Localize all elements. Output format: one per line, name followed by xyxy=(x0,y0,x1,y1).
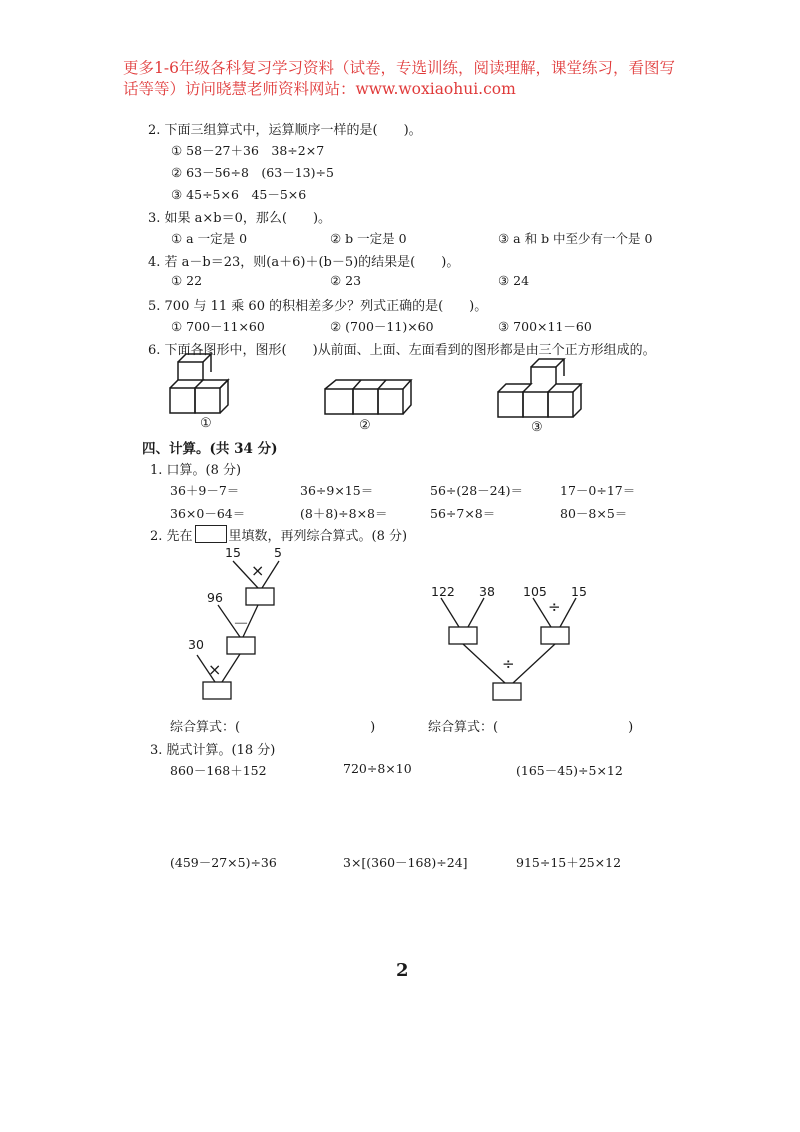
step-calc-5: 3×[(360－168)÷24] xyxy=(343,855,468,870)
q4-option-1: ① 22 xyxy=(171,273,203,288)
part2-title xyxy=(150,525,407,544)
part2-title-after: 里填数，再列综合算式。(8 分) xyxy=(228,529,408,544)
figure-label-1: ① xyxy=(200,416,212,431)
step-calc-3: (165－45)÷5×12 xyxy=(516,763,623,778)
left-tree-n3: 96 xyxy=(207,590,223,605)
oral-calc-3: 56÷(28－24)＝ xyxy=(430,483,523,498)
oral-calc-4: 17－0÷17＝ xyxy=(560,483,636,498)
step-calc-1: 860－168＋152 xyxy=(170,763,267,778)
left-tree-n1: 15 xyxy=(225,545,241,560)
right-tree-n3: 105 xyxy=(523,584,547,599)
right-tree-n1: 122 xyxy=(431,584,455,599)
q3-option-1: ① a 一定是 0 xyxy=(171,231,248,246)
oral-calc-1: 36＋9－7＝ xyxy=(170,483,240,498)
q2-stem: 2. 下面三组算式中，运算顺序一样的是( )。 xyxy=(148,123,422,138)
q5-stem: 5. 700 与 11 乘 60 的积相差多少？列式正确的是( )。 xyxy=(148,299,488,314)
figure-label-3: ③ xyxy=(531,420,543,435)
q2-option-3: ③ 45÷5×6 45－5×6 xyxy=(171,187,307,202)
part1-title: 1. 口算。(8 分) xyxy=(150,463,242,478)
right-tree-op: ÷ xyxy=(548,598,561,616)
q5-option-1: ① 700－11×60 xyxy=(171,319,265,334)
step-calc-6: 915÷15＋25×12 xyxy=(516,855,622,870)
q6-stem: 6. 下面各图形中，图形( )从前面、上面、左面看到的图形都是由三个正方形组成的。 xyxy=(148,343,656,358)
cube-figure-2 xyxy=(325,380,411,414)
formula-left: 综合算式：( ) xyxy=(170,720,376,735)
q2-option-2: ② 63－56÷8 (63－13)÷5 xyxy=(171,165,334,180)
q5-option-3: ③ 700×11－60 xyxy=(498,319,592,334)
q3-stem: 3. 如果 a×b＝0，那么( )。 xyxy=(148,211,332,226)
right-tree-n2: 38 xyxy=(479,584,495,599)
left-tree-op3: × xyxy=(208,660,222,679)
left-tree-n2: 5 xyxy=(274,545,282,560)
left-tree-op1: × xyxy=(251,561,265,580)
cube-figure-1 xyxy=(170,354,228,413)
part2-title-before: 2. 先在 xyxy=(150,529,193,544)
cube-figure-3 xyxy=(498,359,581,417)
q4-option-2: ② 23 xyxy=(330,273,362,288)
banner-line-2: 话等等）访问晓慧老师资料网站：www.woxiaohui.com xyxy=(123,80,516,98)
right-tree-op-bottom: ÷ xyxy=(502,655,515,673)
blank-box-icon xyxy=(195,525,227,543)
oral-calc-6: (8＋8)÷8×8＝ xyxy=(300,506,388,521)
section-4-title: 四、计算。(共 34 分) xyxy=(142,441,278,457)
banner-line-1: 更多1-6年级各科复习学习资料（试卷，专选训练，阅读理解，课堂练习，看图写 xyxy=(123,59,675,77)
step-calc-2: 720÷8×10 xyxy=(343,761,412,776)
step-calc-4: (459－27×5)÷36 xyxy=(170,855,277,870)
q4-option-3: ③ 24 xyxy=(498,273,530,288)
oral-calc-5: 36×0－64＝ xyxy=(170,506,246,521)
page-number: 2 xyxy=(396,960,409,981)
oral-calc-2: 36÷9×15＝ xyxy=(300,483,374,498)
q4-stem: 4. 若 a－b＝23，则(a＋6)＋(b－5)的结果是( )。 xyxy=(148,255,460,270)
oral-calc-8: 80－8×5＝ xyxy=(560,506,628,521)
formula-right: 综合算式：( ) xyxy=(428,720,634,735)
left-tree-op2: － xyxy=(233,614,250,633)
q3-option-2: ② b 一定是 0 xyxy=(330,231,407,246)
part3-title: 3. 脱式计算。(18 分) xyxy=(150,743,276,758)
right-tree-n4: 15 xyxy=(571,584,587,599)
q3-option-3: ③ a 和 b 中至少有一个是 0 xyxy=(498,231,653,246)
oral-calc-7: 56÷7×8＝ xyxy=(430,506,496,521)
q2-option-1: ① 58－27＋36 38÷2×7 xyxy=(171,143,325,158)
q5-option-2: ② (700－11)×60 xyxy=(330,319,434,334)
left-tree-n4: 30 xyxy=(188,637,204,652)
figure-label-2: ② xyxy=(359,418,371,433)
